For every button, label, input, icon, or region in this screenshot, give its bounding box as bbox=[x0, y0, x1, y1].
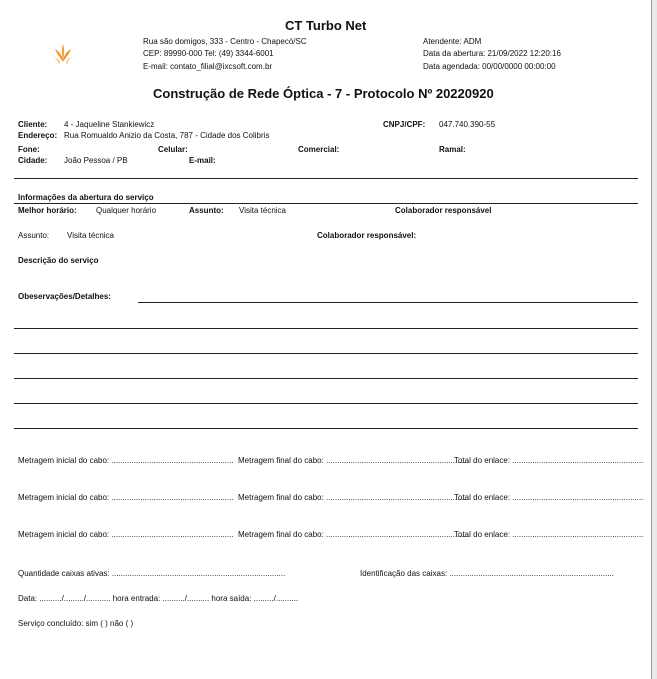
phone-label: Fone: bbox=[18, 145, 40, 154]
cable-total: Total do enlace: ........................................................... bbox=[454, 456, 644, 465]
service-completed: Serviço concluído: sim ( ) não ( ) bbox=[18, 619, 134, 628]
city-value: João Pessoa / PB bbox=[64, 156, 128, 165]
active-boxes: Quantidade caixas ativas: .............................................................................. bbox=[18, 569, 286, 578]
observations-line bbox=[14, 378, 638, 379]
subject-value: Visita técnica bbox=[239, 206, 286, 215]
observations-label: Obeservações/Detalhes: bbox=[18, 292, 111, 301]
opening-date: Data da abertura: 21/09/2022 12:20:16 bbox=[423, 49, 561, 58]
subject2-label: Assunto: bbox=[18, 231, 50, 240]
service-section-title: Informações da abertura do serviço bbox=[18, 193, 154, 202]
mobile-label: Celular: bbox=[158, 145, 188, 154]
company-email: E-mail: contato_filial@ixcsoft.com.br bbox=[143, 62, 273, 71]
cnpj-label: CNPJ/CPF: bbox=[383, 120, 426, 129]
cable-total: Total do enlace: ........................................................... bbox=[454, 493, 644, 502]
document-title: Construção de Rede Óptica - 7 - Protocolo Nº 20220920 bbox=[153, 86, 494, 101]
cable-final: Metragem final do cabo: ................................................................ bbox=[238, 493, 469, 502]
cable-final: Metragem final do cabo: ................................................................ bbox=[238, 530, 469, 539]
company-address: Rua são domigos, 333 - Centro - Chapecó/SC bbox=[143, 37, 307, 46]
address-label: Endereço: bbox=[18, 131, 58, 140]
best-time-value: Qualquer horário bbox=[96, 206, 157, 215]
cable-initial: Metragem inicial do cabo: ....................................................... bbox=[18, 530, 234, 539]
cable-total: Total do enlace: ........................................................... bbox=[454, 530, 644, 539]
observations-line bbox=[14, 403, 638, 404]
observations-line bbox=[14, 428, 638, 429]
collaborator2-label: Colaborador responsável: bbox=[317, 231, 417, 240]
attendant: Atendente: ADM bbox=[423, 37, 482, 46]
company-cep-phone: CEP: 89990-000 Tel: (49) 3344-6001 bbox=[143, 49, 274, 58]
commercial-label: Comercial: bbox=[298, 145, 340, 154]
company-name: CT Turbo Net bbox=[285, 18, 367, 33]
observations-line bbox=[138, 302, 638, 303]
cable-initial: Metragem inicial do cabo: ....................................................... bbox=[18, 456, 234, 465]
cable-initial: Metragem inicial do cabo: ....................................................... bbox=[18, 493, 234, 502]
observations-line bbox=[14, 353, 638, 354]
company-logo-icon bbox=[50, 40, 76, 66]
divider bbox=[14, 203, 638, 204]
address-value: Rua Romualdo Anizio da Costa, 787 - Cidade dos Colibris bbox=[64, 131, 270, 140]
best-time-label: Melhor horário: bbox=[18, 206, 77, 215]
cnpj-value: 047.740.390-55 bbox=[439, 120, 496, 129]
date-time-fields: Data: ........../........./........... hora entrada: ........../.......... hora saída: ........./.......... bbox=[18, 594, 299, 603]
client-label: Cliente: bbox=[18, 120, 48, 129]
client-value: 4 - Jaqueline Stankiewicz bbox=[64, 120, 155, 129]
extension-label: Ramal: bbox=[439, 145, 466, 154]
subject2-value: Visita técnica bbox=[67, 231, 114, 240]
city-label: Cidade: bbox=[18, 156, 48, 165]
scheduled-date: Data agendada: 00/00/0000 00:00:00 bbox=[423, 62, 556, 71]
collaborator-label: Colaborador responsável bbox=[395, 206, 492, 215]
description-label: Descrição do serviço bbox=[18, 256, 99, 265]
cable-final: Metragem final do cabo: ................................................................ bbox=[238, 456, 469, 465]
observations-line bbox=[14, 328, 638, 329]
subject-label: Assunto: bbox=[189, 206, 224, 215]
box-identification: Identificação das caixas: .......................................................................... bbox=[360, 569, 614, 578]
email-label: E-mail: bbox=[189, 156, 216, 165]
divider bbox=[14, 178, 638, 179]
